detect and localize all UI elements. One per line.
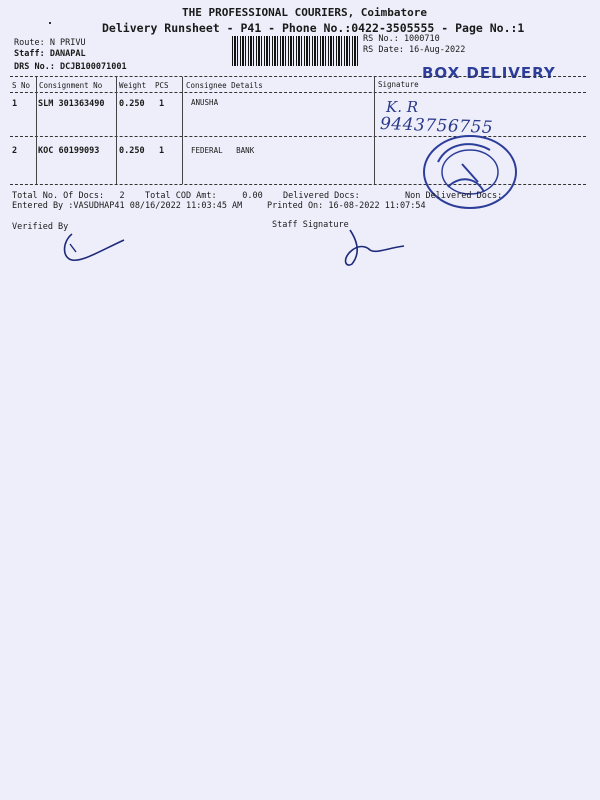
col-header-consignee: Consignee Details <box>186 81 263 90</box>
rs-date: RS Date: 16-Aug-2022 <box>363 45 466 55</box>
staff-signature-label: Staff Signature <box>272 220 349 230</box>
table-top-rule <box>10 76 586 77</box>
col-divider <box>374 77 375 184</box>
box-delivery-stamp: BOX DELIVERY <box>422 64 556 82</box>
row-sno: 1 <box>12 99 18 109</box>
col-divider <box>116 77 117 184</box>
verified-signature <box>58 228 128 264</box>
table-header-rule <box>10 92 586 93</box>
total-docs: Total No. Of Docs: 2 <box>12 191 125 201</box>
col-divider <box>182 77 183 184</box>
rs-number: RS No.: 1000710 <box>363 34 440 44</box>
col-header-signature: Signature <box>378 80 419 89</box>
row-consignment: SLM 301363490 <box>38 99 105 109</box>
staff-signature <box>336 226 406 270</box>
verified-by-label: Verified By <box>12 222 69 232</box>
route-label: Route: N PRIVU <box>14 38 86 48</box>
row-weight: 0.250 <box>119 99 145 109</box>
row-sno: 2 <box>12 146 18 156</box>
non-delivered-docs: Non Delivered Docs: <box>405 191 503 201</box>
company-title: THE PROFESSIONAL COURIERS, Coimbatore <box>182 6 428 19</box>
col-header-pcs: PCS <box>155 81 169 90</box>
runsheet-title: Delivery Runsheet - P41 - Phone No.:0422-3505555 - Page No.:1 <box>102 21 525 35</box>
row-consignee: ANUSHA <box>191 98 219 107</box>
staff-label: Staff: DANAPAL <box>14 49 86 59</box>
delivered-docs: Delivered Docs: <box>283 191 360 201</box>
entered-by: Entered By :VASUDHAP41 08/16/2022 11:03:45 AM <box>12 201 243 211</box>
speck <box>49 22 51 24</box>
col-header-weight: Weight <box>119 81 147 90</box>
barcode <box>232 36 360 66</box>
row-pcs: 1 <box>159 146 165 156</box>
total-cod: Total COD Amt: 0.00 <box>145 191 263 201</box>
drs-number: DRS No.: DCJB100071001 <box>14 62 127 72</box>
col-header-sno: S No <box>12 81 31 90</box>
handwritten-phone: 9443756755 <box>379 114 494 138</box>
row-weight: 0.250 <box>119 146 145 156</box>
printed-on: Printed On: 16-08-2022 11:07:54 <box>267 201 426 211</box>
row-consignee: FEDERAL BANK <box>191 146 255 155</box>
col-divider <box>36 77 37 184</box>
row-consignment: KOC 60199093 <box>38 146 100 156</box>
col-header-consignment: Consignment No <box>39 81 103 90</box>
row-pcs: 1 <box>159 99 165 109</box>
handwritten-initials: K. R <box>386 98 419 116</box>
